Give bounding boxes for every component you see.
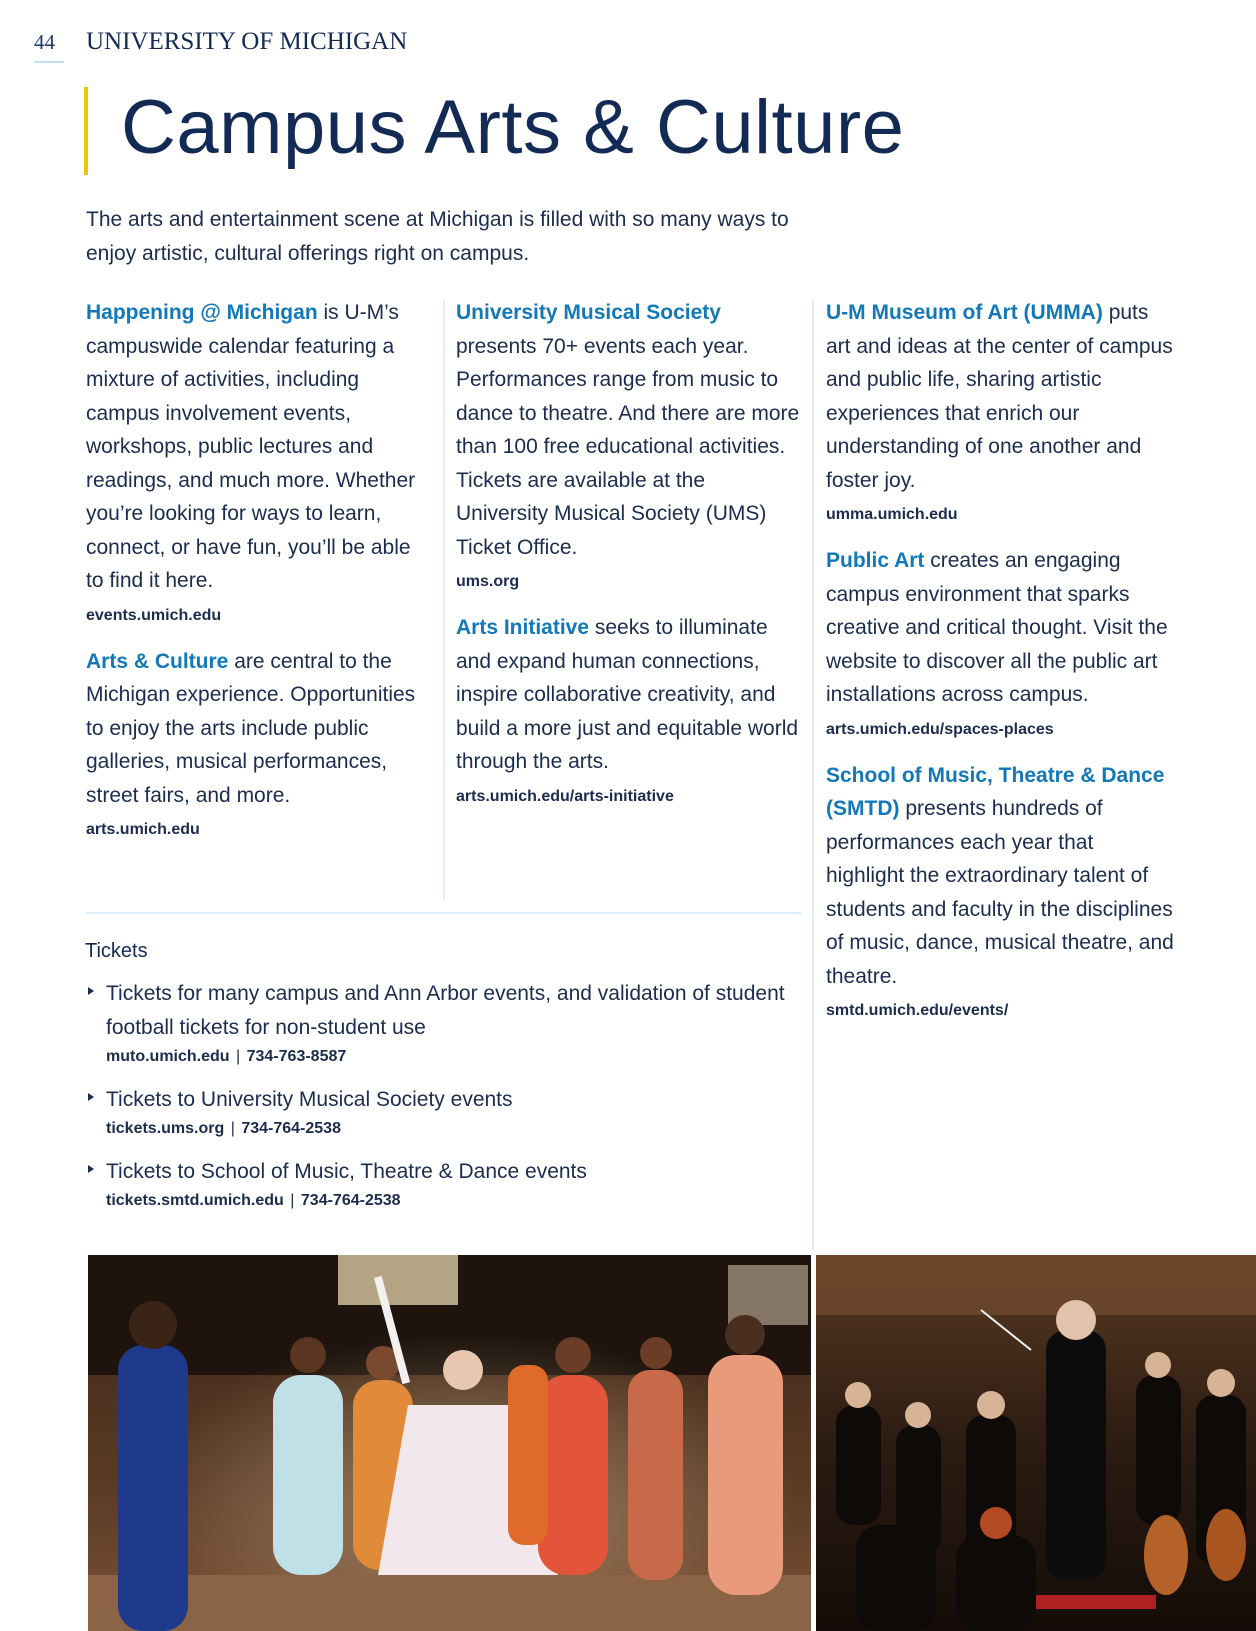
page-number: 44 — [34, 30, 64, 63]
entry-name[interactable]: University Musical Society — [456, 301, 721, 324]
entry-smtd — [826, 759, 1176, 994]
tickets-section — [85, 940, 785, 1227]
ticket-text: Tickets to School of Music, Theatre & Dance events — [106, 1160, 587, 1183]
entry-url[interactable]: smtd.umich.edu/events/ — [826, 1002, 1009, 1019]
entry-happening — [86, 296, 426, 598]
entry-url[interactable]: arts.umich.edu/arts-initiative — [456, 787, 674, 805]
intro-paragraph: The arts and entertainment scene at Michigan is filled with so many ways to enjoy artistic, cultural offerings right on campus. — [86, 208, 789, 265]
ticket-item — [85, 1155, 785, 1213]
ticket-text: Tickets to University Musical Society events — [106, 1088, 513, 1111]
orchestra-photo — [816, 1255, 1256, 1631]
contact-separator: | — [290, 1192, 295, 1209]
column-divider — [443, 300, 445, 900]
entry-name[interactable]: Public Art — [826, 549, 925, 572]
entry-arts-initiative — [456, 611, 801, 779]
ticket-contact — [106, 1189, 785, 1213]
entry-public-art — [826, 544, 1176, 712]
entry-ums — [456, 296, 801, 564]
entry-name[interactable]: Arts Initiative — [456, 616, 590, 639]
entry-name[interactable]: U-M Museum of Art (UMMA) — [826, 301, 1103, 324]
column-2 — [456, 296, 801, 826]
entry-url[interactable]: events.umich.edu — [86, 606, 222, 624]
bullet-arrow-icon — [88, 1165, 94, 1173]
theatre-scene-illustration — [88, 1255, 811, 1631]
entry-text: are central to the Michigan experience. Opportunities to enjoy the arts include public galleries, musical performances, street fairs, and more. — [86, 649, 416, 807]
entry-text: seeks to illuminate and expand human connections, inspire collaborative creativity, and build a more just and equitable world through the arts. — [456, 616, 799, 773]
bullet-arrow-icon — [88, 1093, 94, 1101]
page-header — [34, 28, 407, 63]
entry-text: presents hundreds of performances each year that highlight the extraordinary talent of students and faculty in the disciplines of music, dance, musical theatre, and theatre. — [826, 797, 1174, 988]
entry-url[interactable]: arts.umich.edu/spaces-places — [826, 720, 1054, 738]
ticket-contact — [106, 1117, 785, 1141]
entry-url[interactable]: arts.umich.edu — [86, 821, 200, 838]
orchestra-scene-illustration — [816, 1255, 1256, 1631]
column-divider — [812, 300, 814, 1250]
contact-separator: | — [230, 1120, 235, 1137]
ticket-site[interactable]: muto.umich.edu — [106, 1048, 230, 1065]
entry-text: is U-M’s campuswide calendar featuring a mixture of activities, including campus involvement events, workshops, public lectures and readings, and much more. Whether you’re looking for ways to learn, connect, or have fun, you’ll be able to find it here. — [86, 301, 416, 592]
bullet-arrow-icon — [88, 987, 94, 995]
section-divider — [86, 912, 801, 914]
entry-name[interactable]: Happening @ Michigan — [86, 301, 318, 324]
entry-umma — [826, 296, 1176, 497]
contact-separator: | — [236, 1048, 241, 1065]
entry-url[interactable]: ums.org — [456, 573, 520, 590]
ticket-phone[interactable]: 734-763-8587 — [246, 1048, 347, 1065]
ticket-item — [85, 1083, 785, 1141]
university-name: UNIVERSITY OF MICHIGAN — [86, 28, 408, 55]
page-title: Campus Arts & Culture — [121, 85, 905, 170]
theatre-performance-photo — [88, 1255, 811, 1631]
title-accent-bar — [84, 87, 88, 175]
ticket-site[interactable]: tickets.smtd.umich.edu — [106, 1192, 284, 1209]
ticket-phone[interactable]: 734-764-2538 — [241, 1120, 341, 1137]
entry-text: creates an engaging campus environment that sparks creative and critical thought. Visit the website to discover all the public art installations across campus. — [826, 549, 1168, 706]
column-3 — [826, 296, 1176, 1040]
ticket-phone[interactable]: 734-764-2538 — [300, 1192, 401, 1209]
entry-name[interactable]: School of Music, Theatre & Dance (SMTD) — [826, 763, 1165, 820]
entry-text: presents 70+ events each year. Performances range from music to dance to theatre. And there are more than 100 free educational activities. Tickets are available at the University Musical Society (UMS) Ticket Office. — [456, 334, 800, 559]
entry-arts-culture — [86, 645, 426, 813]
ticket-item — [85, 977, 785, 1069]
ticket-text: Tickets for many campus and Ann Arbor events, and validation of student football tickets for non-student use — [106, 982, 785, 1039]
entry-name[interactable]: Arts & Culture — [86, 649, 229, 673]
ticket-contact — [106, 1045, 785, 1069]
tickets-heading: Tickets — [85, 940, 148, 962]
ticket-site[interactable]: tickets.ums.org — [106, 1120, 225, 1137]
column-1 — [86, 296, 426, 859]
entry-text: puts art and ideas at the center of campus and public life, sharing artistic experiences that enrich our understanding of one another and foster joy. — [826, 301, 1173, 492]
entry-url[interactable]: umma.umich.edu — [826, 506, 958, 523]
